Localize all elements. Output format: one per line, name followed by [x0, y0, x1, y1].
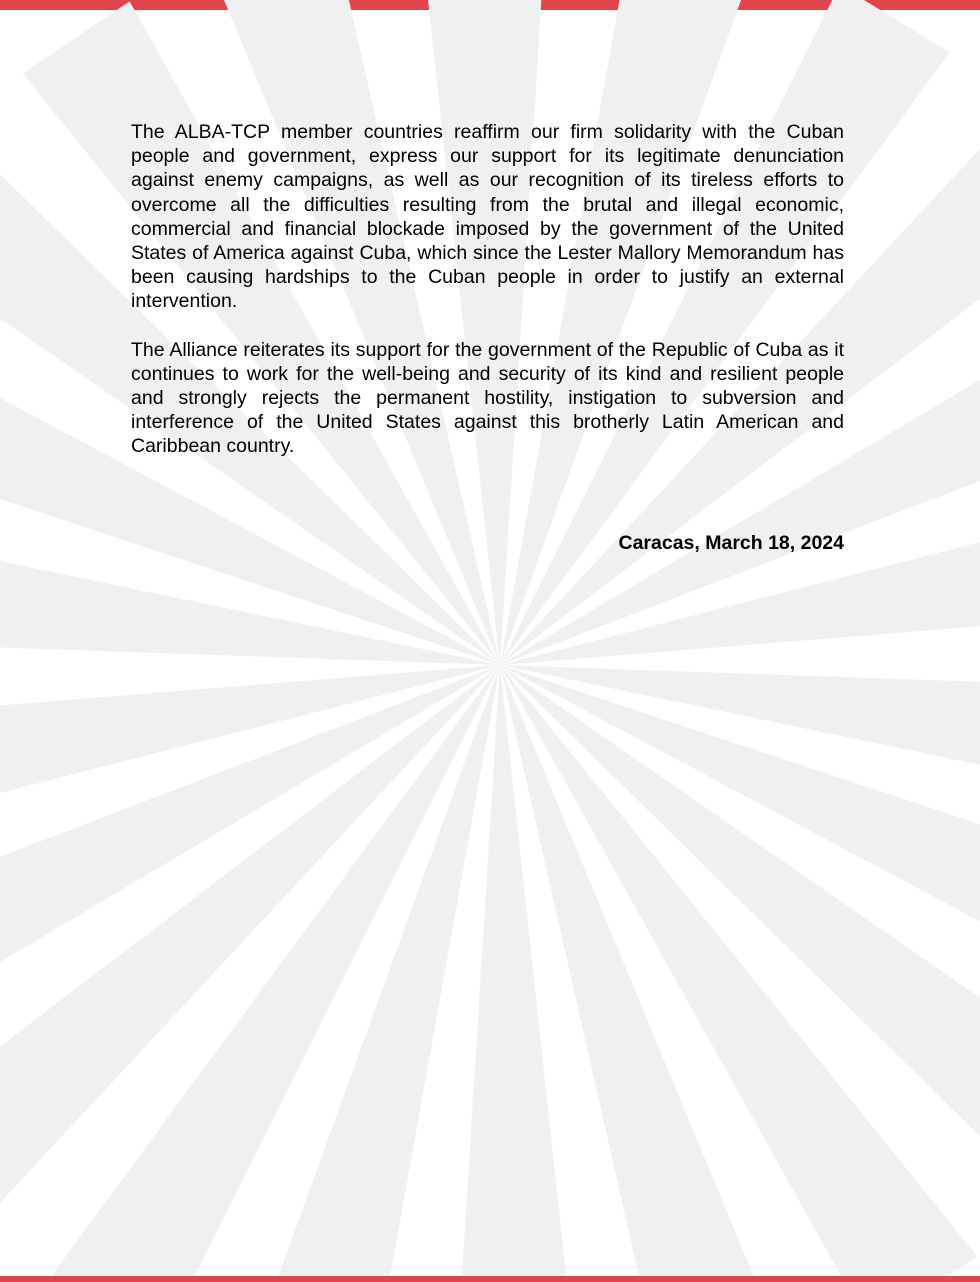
- place-and-date: Caracas, March 18, 2024: [618, 532, 844, 554]
- bottom-accent-bar: [0, 1276, 980, 1282]
- document-body: [131, 120, 844, 483]
- watermark-ray: [0, 665, 500, 853]
- paragraph-1: The ALBA-TCP member countries reaffirm our firm solidarity with the Cuban people and government, express our support for its legitimate denunciation against enemy campaigns, as well as our recognition of its tireless efforts to overcome all the difficulties resulting from the brutal and illegal economic, commercial and financial blockade imposed by the government of the United States of America against Cuba, which since the Lester Mallory Memorandum has been causing hardships to the Cuban people in order to justify an external intervention.: [131, 121, 844, 313]
- watermark-ray: [500, 665, 980, 820]
- paragraph-2: The Alliance reiterates its support for the government of the Republic of Cuba as it continues to work for the well-being and security of its kind and resilient people and strongly rejects the permanent hostility, instigation to subversion and interference of the United States against this brotherly Latin American and Caribbean country.: [131, 338, 844, 458]
